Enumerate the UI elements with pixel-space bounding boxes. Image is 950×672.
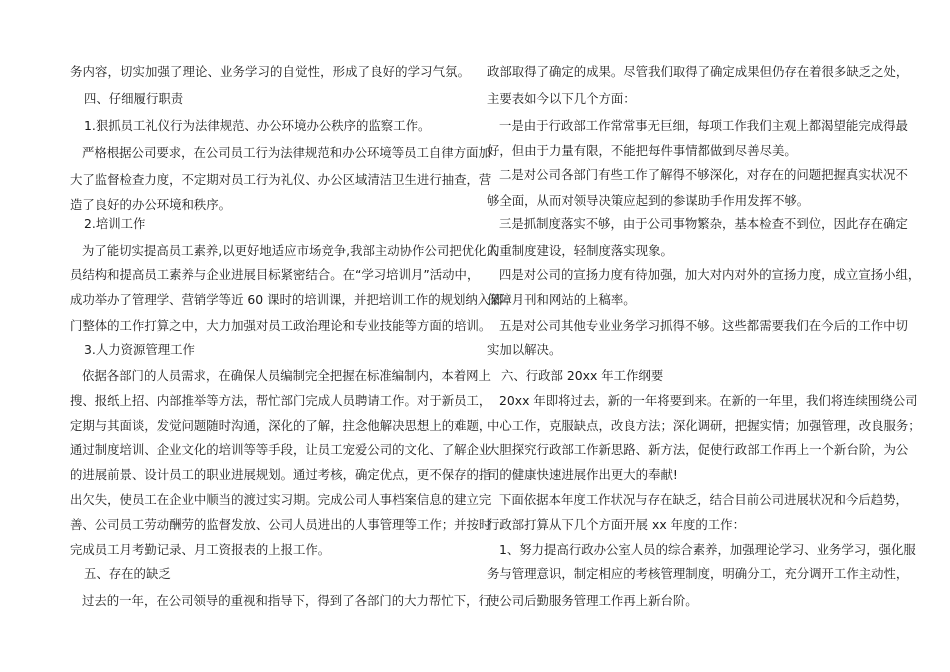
paragraph-line: 1、努力提高行政办公室人员的综合素养，加强理论学习、业务学习，强化服: [499, 542, 916, 557]
section-heading: 五、存在的缺乏: [84, 566, 171, 581]
paragraph-line: 出欠失，使员工在企业中顺当的渡过实习期。完成公司人事档案信息的建立完: [70, 492, 492, 507]
paragraph-line: 实加以解决。: [487, 342, 562, 357]
section-heading: 四、仔细履行职责: [84, 91, 184, 106]
paragraph-line: 三是抓制度落实不够，由于公司事物繁杂，基本检查不到位，因此存在确定: [499, 216, 908, 231]
paragraph-line: 二是对公司各部门有些工作了解得不够深化，对存在的问题把握真实状况不: [499, 167, 908, 182]
paragraph-line: 过去的一年，在公司领导的重视和指导下，得到了各部门的大力帮忙下，行: [82, 593, 491, 608]
paragraph-line: 为了能切实提高员工素养,以更好地适应市场竞争,我部主动协作公司把优化人: [82, 243, 499, 258]
paragraph-line: 政部取得了确定的成果。尽管我们取得了确定成果但仍存在着很多缺乏之处，: [487, 64, 909, 79]
paragraph-line: 一是由于行政部工作常常事无巨细，每项工作我们主观上都渴望能完成得最: [499, 118, 908, 133]
paragraph-line: 务内容，切实加强了理论、业务学习的自觉性，形成了良好的学习气氛。: [70, 64, 470, 79]
section-heading: 六、行政部 20xx 年工作纲要: [501, 368, 664, 383]
paragraph-line: 造了良好的办公环境和秩序。: [70, 197, 232, 212]
paragraph-line: 保障月刊和网站的上稿率。: [487, 292, 636, 307]
paragraph-line: 通过制度培训、企业文化的培训等等手段，让员工宠爱公司的文化、了解企业: [70, 442, 492, 457]
paragraph-line: 好，但由于力量有限，不能把每件事情都做到尽善尽美。: [487, 143, 797, 158]
paragraph-line: 搜、报纸上招、内部推举等方法，帮忙部门完成人员聘请工作。对于新员工，: [70, 393, 492, 408]
paragraph-line: 下面依据本年度工作状况与存在缺乏，结合目前公司进展状况和今后趋势，: [499, 492, 908, 507]
paragraph-line: 五是对公司其他专业业务学习抓得不够。这些都需要我们在今后的工作中切: [499, 318, 908, 333]
paragraph-line: 行政部打算从下几个方面开展 xx 年度的工作：: [487, 517, 745, 532]
paragraph-line: 门整体的工作打算之中，大力加强对员工政治理论和专业技能等方面的培训。: [70, 318, 492, 333]
paragraph-line: 中心工作，克服缺点，改良方法；深化调研，把握实情；加强管理，改良服务；: [487, 418, 921, 433]
subsection-heading: 3.人力资源管理工作: [84, 342, 195, 357]
subsection-heading: 2.培训工作: [84, 216, 146, 231]
paragraph-line: 严格根据公司要求，在公司员工行为法律规范和办公环境等员工自律方面加: [82, 145, 491, 160]
paragraph-line: 定期与其面谈，发觉问题随时沟通，深化的了解，拄念他解决思想上的难题，: [70, 418, 492, 433]
paragraph-line: 成功举办了管理学、营销学等近 60 课时的培训课，并把培训工作的规划纳入部: [70, 292, 503, 307]
paragraph-line: 大胆探究行政部工作新思路、新方法，促使行政部工作再上一个新台阶，为公: [487, 442, 909, 457]
paragraph-line: 使公司后勤服务管理工作再上新台阶。: [487, 593, 698, 608]
paragraph-line: 完成员工月考勤记录、月工资报表的上报工作。: [70, 542, 331, 557]
paragraph-line: 的重制度建设，轻制度落实现象。: [487, 243, 673, 258]
paragraph-line: 四是对公司的宣扬力度有待加强，加大对内对外的宣扬力度，成立宣扬小组，: [499, 267, 921, 282]
paragraph-line: 的进展前景、设计员工的职业进展规划。通过考核，确定优点，更不保存的指: [70, 467, 492, 482]
paragraph-line: 善、公司员工劳动酬劳的监督发放、公司人员进出的人事管理等工作；并按时: [70, 517, 492, 532]
paragraph-line: 务与管理意识，制定相应的考核管理制度，明确分工，充分调开工作主动性，: [487, 566, 909, 581]
paragraph-line: 大了监督检查力度，不定期对员工行为礼仪、办公区域清洁卫生进行抽查，营: [70, 172, 492, 187]
paragraph-line: 依据各部门的人员需求，在确保人员编制完全把握在标准编制内，本着网上: [82, 368, 491, 383]
paragraph-line: 够全面，从而对领导决策应起到的参谋助手作用发挥不够。: [487, 193, 810, 208]
paragraph-line: 20xx 年即将过去，新的一年将要到来。在新的一年里，我们将连续围绕公司: [499, 393, 918, 408]
subsection-heading: 1.狠抓员工礼仪行为法律规范、办公环境办公秩序的监察工作。: [84, 118, 431, 133]
paragraph-line: 主要表如今以下几个方面：: [487, 91, 636, 106]
paragraph-line: 司的健康快速进展作出更大的奉献!: [487, 467, 678, 482]
paragraph-line: 员结构和提高员工素养与企业进展目标紧密结合。在“学习培训月”活动中，: [70, 267, 480, 282]
